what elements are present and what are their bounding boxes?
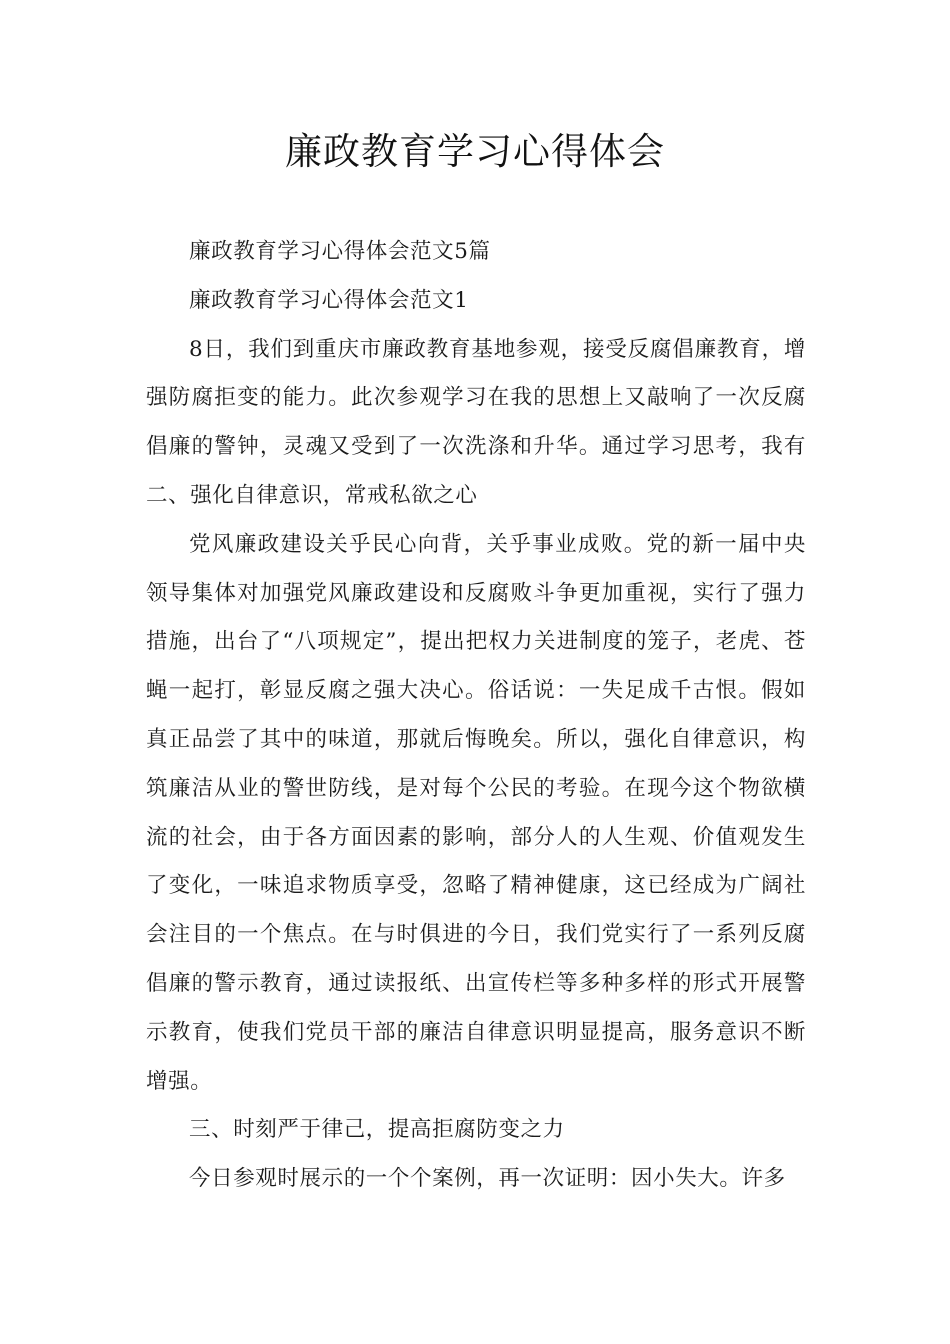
paragraph-visit-intro: 8日，我们到重庆市廉政教育基地参观，接受反腐倡廉教育，增强防腐拒变的能力。此次参观学习在我的思想上又敲响了一次反腐倡廉的警钟，灵魂又受到了一次洗涤和升华。通过学习思考，我有二、强化自律意识，常戒私欲之心 [146, 336, 806, 508]
paragraph-heading-three: 三、时刻严于律己，提高拒腐防变之力 [189, 1117, 565, 1143]
paragraph-subtitle: 廉政教育学习心得体会范文5篇 [189, 239, 491, 264]
paragraph-self-discipline: 党风廉政建设关乎民心向背，关乎事业成败。党的新一届中央领导集体对加强党风廉政建设和反腐败斗争更加重视，实行了强力措施，出台了“八项规定”，提出把权力关进制度的笼子，老虎、苍蝇一起打，彰显反腐之强大决心。俗话说：一失足成千古恨。假如真正品尝了其中的味道，那就后悔晚矣。所以，强化自律意识，构筑廉洁从业的警世防线，是对每个公民的考验。在现今这个物欲横流的社会，由于各方面因素的影响，部分人的人生观、价值观发生了变化，一味追求物质享受，忽略了精神健康，这已经成为广阔社会注目的一个焦点。在与时俱进的今日，我们党实行了一系列反腐倡廉的警示教育，通过读报纸、出宣传栏等多种多样的形式开展警示教育，使我们党员干部的廉洁自律意识明显提高，服务意识不断增强。 [146, 531, 806, 1094]
document-title: 廉政教育学习心得体会 [285, 130, 665, 173]
document-body [146, 228, 806, 1204]
paragraph-cases: 今日参观时展示的一个个案例，再一次证明：因小失大。许多 [189, 1166, 786, 1192]
paragraph-section-heading: 廉政教育学习心得体会范文1 [189, 287, 469, 313]
